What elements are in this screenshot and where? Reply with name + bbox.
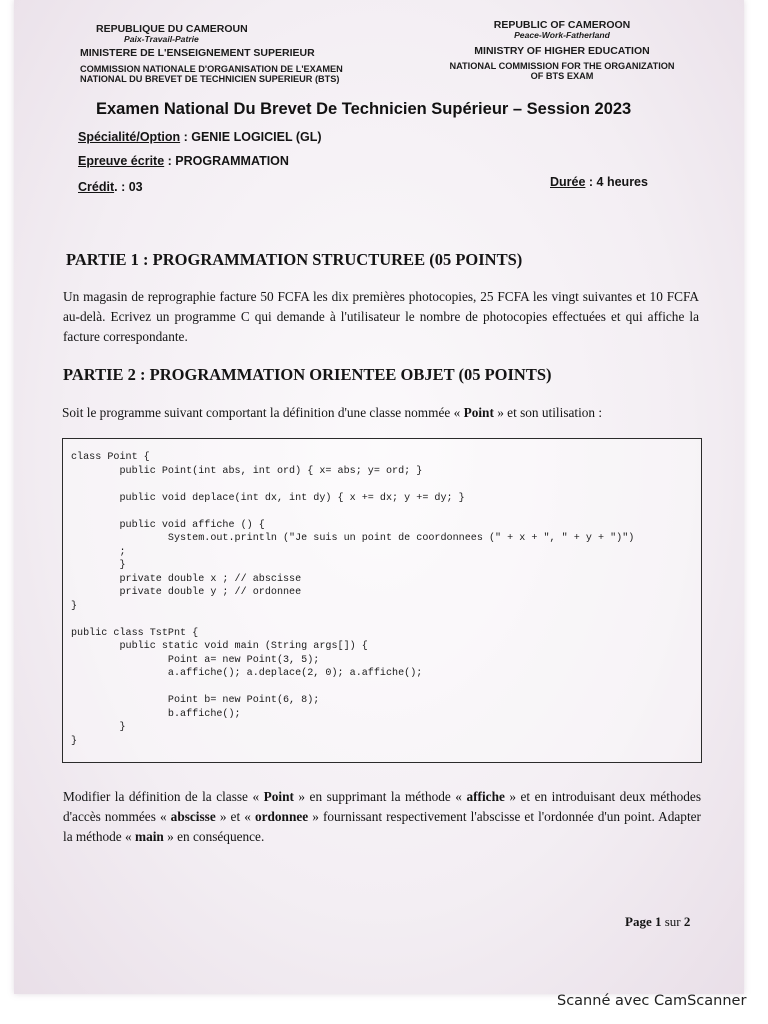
page-word: Page (625, 914, 655, 929)
instr-text-2: » en supprimant la méthode « (293, 789, 467, 804)
specialite-line (78, 130, 322, 144)
instr-affiche: affiche (466, 789, 505, 804)
instr-text-1: Modifier la définition de la classe « (63, 789, 264, 804)
motto-en: Peace-Work-Fatherland (514, 29, 610, 40)
commission-en-line2: OF BTS EXAM (530, 70, 594, 81)
header-left (80, 24, 343, 84)
camscanner-watermark: Scanné avec CamScanner (557, 993, 747, 1009)
page-sep: sur (661, 914, 684, 929)
commission-en-line1: NATIONAL COMMISSION FOR THE ORGANIZATION (449, 61, 675, 72)
commission-fr-line1: COMMISSION NATIONALE D'ORGANISATION DE L'EXAMEN (80, 64, 343, 75)
page-number (625, 914, 690, 930)
instr-text-6: » en conséquence. (163, 829, 265, 844)
partie2-heading: PARTIE 2 : PROGRAMMATION ORIENTEE OBJET (05 POINTS) (63, 365, 552, 384)
instr-text-3: » et en introduisant deux méthodes d'accès nommées « (63, 789, 701, 824)
duree-value: : 4 heures (585, 175, 648, 189)
ministry-en: MINISTRY OF HIGHER EDUCATION (474, 45, 650, 58)
instr-abscisse: abscisse (170, 809, 216, 824)
partie1-heading: PARTIE 1 : PROGRAMMATION STRUCTUREE (05 POINTS) (66, 250, 523, 269)
java-code: class Point { public Point(int abs, int ord) { x= abs; y= ord; } public void deplace(int dx, int dy) { x += dx; y += dy; } public void affiche () { System.out.println ("Je suis un point de coordonnees (" + x + ", " + y + ")") ; } private double x ; // abscisse private double y ; // ordonnee } public class TstPnt { public static void main (String args[]) { Point a= new Point(3, 5); a.affiche(); a.deplace(2, 0); a.affiche(); Point b= new Point(6, 8); b.affiche(); } } (71, 452, 635, 747)
partie2-intro (62, 403, 602, 423)
specialite-value: : GENIE LOGICIEL (GL) (180, 130, 322, 144)
credit-value: . : 03 (114, 180, 143, 194)
partie1-text: Un magasin de reprographie facture 50 FCFA les dix premières photocopies, 25 FCFA les vingt suivantes et 10 FCFA au-delà. Ecrivez un programme C qui demande à l'utilisateur le nombre de photocopies effectuées et qui affiche la facture correspondante. (63, 289, 699, 344)
page-current: 1 (654, 914, 662, 929)
country-name-en: REPUBLIC OF CAMEROON (493, 19, 631, 31)
partie2-instruction (63, 787, 701, 847)
intro-class-name: Point (463, 405, 494, 420)
epreuve-label: Epreuve écrite (78, 154, 165, 168)
motto-fr: Paix-Travail-Patrie (124, 33, 199, 44)
duree-line (550, 175, 648, 189)
specialite-label: Spécialité/Option (78, 130, 181, 144)
instr-point: Point (263, 789, 294, 804)
epreuve-value: : PROGRAMMATION (164, 154, 289, 168)
credit-label: Crédit (78, 180, 115, 194)
intro-text-2: » et son utilisation : (493, 405, 603, 420)
credit-line (78, 180, 143, 194)
ministry-fr: MINISTERE DE L'ENSEIGNEMENT SUPERIEUR (80, 47, 315, 60)
exam-title: Examen National Du Brevet De Technicien Supérieur – Session 2023 (96, 100, 632, 118)
epreuve-line (78, 154, 289, 168)
page-total: 2 (683, 914, 691, 929)
country-name-fr: REPUBLIQUE DU CAMEROUN (96, 23, 248, 35)
header-right (420, 20, 704, 81)
code-box (62, 438, 702, 763)
instr-main: main (135, 829, 164, 844)
duree-label: Durée (550, 175, 586, 189)
intro-text-1: Soit le programme suivant comportant la définition d'une classe nommée « (62, 405, 464, 420)
commission-fr-line2: NATIONAL DU BREVET DE TECHNICIEN SUPERIEUR (BTS) (80, 73, 340, 84)
instr-text-4: » et « (215, 809, 255, 824)
instr-ordonnee: ordonnee (254, 809, 309, 824)
instr-text-5: » fournissant respectivement l'abscisse et l'ordonnée d'un point. Adapter la méthode « (63, 809, 701, 844)
